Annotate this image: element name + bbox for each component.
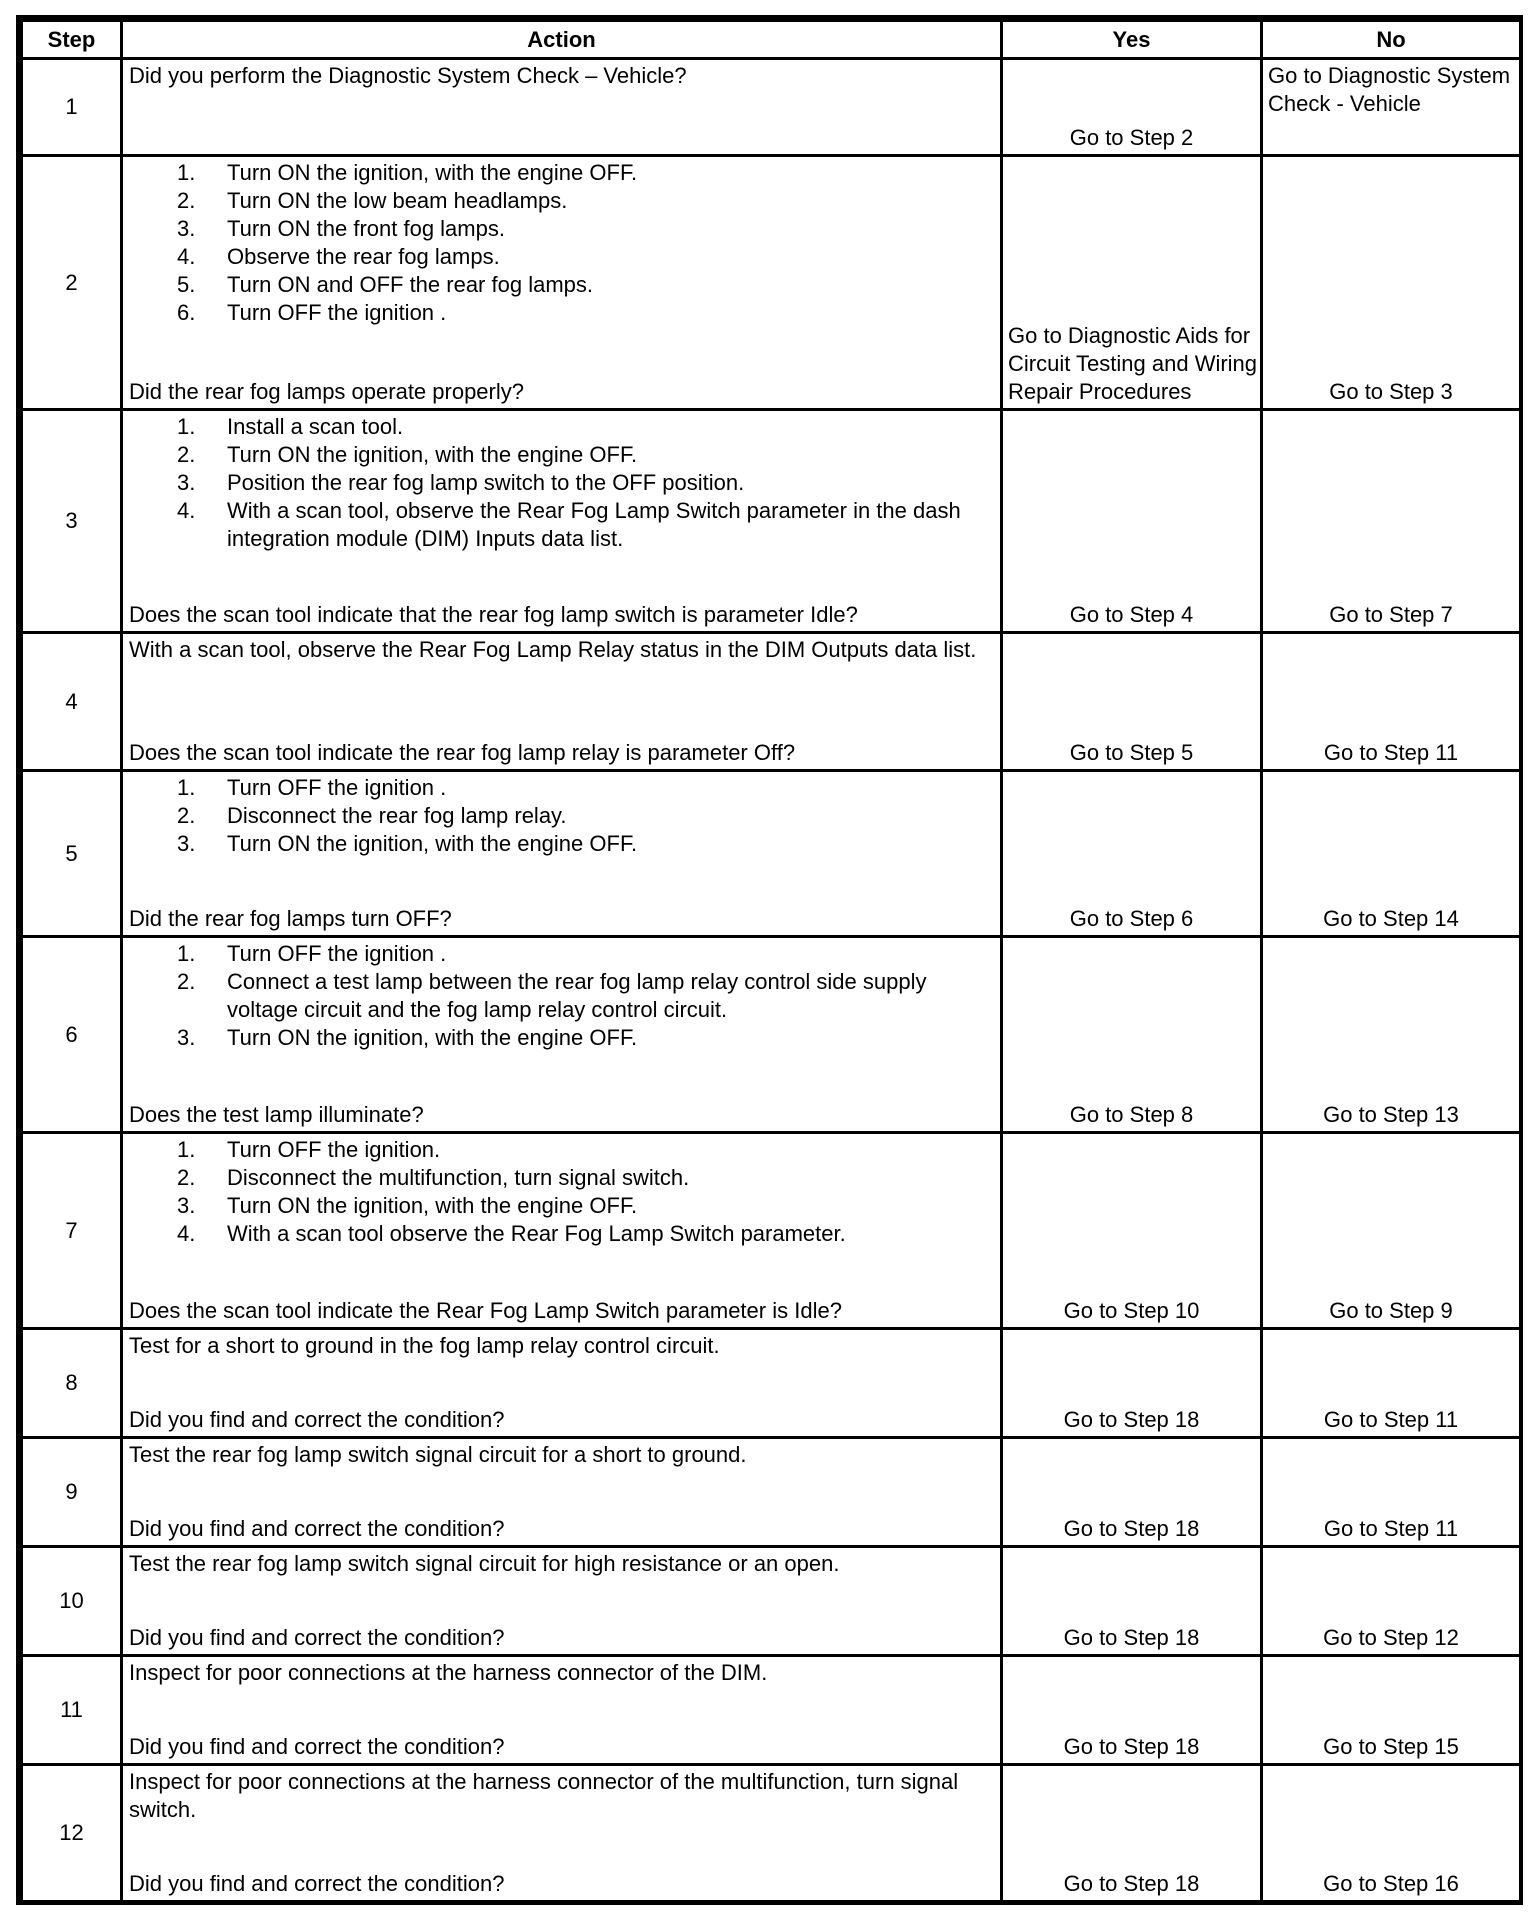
yes-cell: Go to Step 5 [1002,633,1262,771]
question-text: Did you find and correct the condition? [129,1407,505,1432]
action-cell [122,633,1002,771]
step-number: 3 [22,410,122,633]
no-cell: Go to Step 13 [1262,937,1521,1133]
step-number: 6 [22,937,122,1133]
action-steps-list [129,774,994,858]
action-text: With a scan tool, observe the Rear Fog Lamp Relay status in the DIM Outputs data list. [129,637,977,662]
action-cell [122,1438,1002,1547]
no-cell: Go to Step 11 [1262,1438,1521,1547]
question-text: Did you find and correct the condition? [129,1871,505,1896]
step-number: 9 [22,1438,122,1547]
header-no: No [1262,21,1521,59]
step-number: 12 [22,1765,122,1902]
table-row [22,156,1521,410]
yes-cell: Go to Diagnostic Aids for Circuit Testing and Wiring Repair Procedures [1002,156,1262,410]
header-action: Action [122,21,1002,59]
yes-cell: Go to Step 6 [1002,771,1262,937]
list-item: 2. Turn ON the ignition, with the engine OFF. [177,442,638,467]
action-text: Test the rear fog lamp switch signal circuit for high resistance or an open. [129,1551,840,1576]
table-row [22,633,1521,771]
question-text: Did you find and correct the condition? [129,1625,505,1650]
action-steps-list [129,1136,994,1248]
header-row [22,21,1521,59]
list-item: 2. Disconnect the rear fog lamp relay. [177,803,567,828]
yes-cell: Go to Step 18 [1002,1547,1262,1656]
action-cell [122,1547,1002,1656]
list-item: 2. Disconnect the multifunction, turn signal switch. [177,1165,690,1190]
yes-cell: Go to Step 4 [1002,410,1262,633]
yes-cell: Go to Step 10 [1002,1133,1262,1329]
action-cell [122,1133,1002,1329]
diagnostic-table-frame [16,15,1523,1905]
table-row [22,1133,1521,1329]
step-number: 11 [22,1656,122,1765]
question-text: Does the scan tool indicate the Rear Fog Lamp Switch parameter is Idle? [129,1298,842,1323]
list-item: 1. Turn OFF the ignition. [177,1137,441,1162]
yes-cell: Go to Step 18 [1002,1656,1262,1765]
step-number: 5 [22,771,122,937]
step-number: 8 [22,1329,122,1438]
no-cell: Go to Step 11 [1262,633,1521,771]
list-item: 1. Turn OFF the ignition . [177,775,447,800]
action-steps-list [129,940,994,1052]
action-cell [122,771,1002,937]
header-yes: Yes [1002,21,1262,59]
yes-cell: Go to Step 2 [1002,59,1262,156]
table-row [22,771,1521,937]
action-cell [122,1329,1002,1438]
table-row [22,1329,1521,1438]
table-row [22,1765,1521,1902]
list-item: 5. Turn ON and OFF the rear fog lamps. [177,272,593,297]
list-item: 1. Install a scan tool. [177,414,404,439]
action-cell [122,156,1002,410]
action-cell [122,410,1002,633]
step-number: 2 [22,156,122,410]
no-cell: Go to Step 14 [1262,771,1521,937]
no-cell: Go to Step 15 [1262,1656,1521,1765]
question-text: Did the rear fog lamps turn OFF? [129,906,452,931]
table-row [22,1547,1521,1656]
diagnostic-table [20,19,1522,1903]
list-item: 1. Turn ON the ignition, with the engine OFF. [177,160,638,185]
no-cell: Go to Step 3 [1262,156,1521,410]
list-item: 3. Position the rear fog lamp switch to the OFF position. [177,470,745,495]
yes-cell: Go to Step 18 [1002,1329,1262,1438]
list-item: 3. Turn ON the front fog lamps. [177,216,505,241]
list-item: 2. Connect a test lamp between the rear fog lamp relay control side supply voltage circuit and the fog lamp relay control circuit. [177,969,927,1022]
no-cell: Go to Step 9 [1262,1133,1521,1329]
no-cell: Go to Step 7 [1262,410,1521,633]
action-cell [122,937,1002,1133]
yes-cell: Go to Step 18 [1002,1438,1262,1547]
action-text: Inspect for poor connections at the harness connector of the multifunction, turn signal switch. [129,1769,959,1822]
yes-cell: Go to Step 8 [1002,937,1262,1133]
list-item: 2. Turn ON the low beam headlamps. [177,188,568,213]
action-steps-list [129,413,994,553]
yes-cell: Go to Step 18 [1002,1765,1262,1902]
question-text: Did the rear fog lamps operate properly? [129,379,524,404]
action-text: Test the rear fog lamp switch signal circuit for a short to ground. [129,1442,747,1467]
action-cell [122,59,1002,156]
action-cell [122,1765,1002,1902]
question-text: Did you find and correct the condition? [129,1734,505,1759]
table-row [22,59,1521,156]
list-item: 4. Observe the rear fog lamps. [177,244,500,269]
question-text: Does the test lamp illuminate? [129,1102,424,1127]
list-item: 3. Turn ON the ignition, with the engine OFF. [177,1193,638,1218]
question-text: Did you find and correct the condition? [129,1516,505,1541]
list-item: 6. Turn OFF the ignition . [177,300,447,325]
no-cell: Go to Diagnostic System Check - Vehicle [1262,59,1521,156]
list-item: 3. Turn ON the ignition, with the engine OFF. [177,1025,638,1050]
step-number: 4 [22,633,122,771]
step-number: 7 [22,1133,122,1329]
table-row [22,1438,1521,1547]
action-text: Did you perform the Diagnostic System Check – Vehicle? [129,63,687,88]
no-cell: Go to Step 12 [1262,1547,1521,1656]
list-item: 3. Turn ON the ignition, with the engine OFF. [177,831,638,856]
action-text: Inspect for poor connections at the harness connector of the DIM. [129,1660,768,1685]
list-item: 4. With a scan tool, observe the Rear Fog Lamp Switch parameter in the dash integration module (DIM) Inputs data list. [177,498,961,551]
action-text: Test for a short to ground in the fog lamp relay control circuit. [129,1333,720,1358]
list-item: 4. With a scan tool observe the Rear Fog Lamp Switch parameter. [177,1221,846,1246]
no-cell: Go to Step 11 [1262,1329,1521,1438]
action-steps-list [129,159,994,327]
table-row [22,937,1521,1133]
action-cell [122,1656,1002,1765]
step-number: 10 [22,1547,122,1656]
header-step: Step [22,21,122,59]
table-row [22,1656,1521,1765]
table-row [22,410,1521,633]
step-number: 1 [22,59,122,156]
question-text: Does the scan tool indicate that the rear fog lamp switch is parameter Idle? [129,602,858,627]
no-cell: Go to Step 16 [1262,1765,1521,1902]
list-item: 1. Turn OFF the ignition . [177,941,447,966]
question-text: Does the scan tool indicate the rear fog lamp relay is parameter Off? [129,740,796,765]
